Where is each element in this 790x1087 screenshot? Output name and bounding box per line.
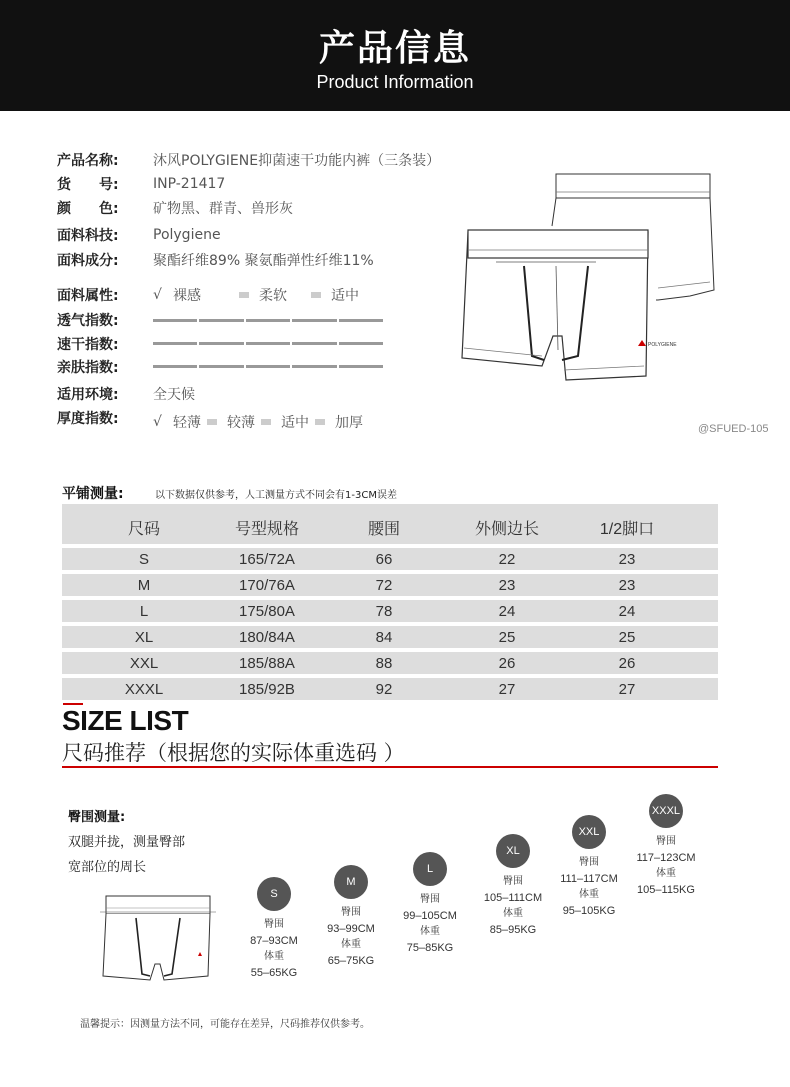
bar-segment <box>292 342 336 345</box>
table-cell: M <box>137 576 151 594</box>
hip-label: 臀围 <box>579 857 599 868</box>
unchecked-box-icon <box>239 292 249 298</box>
hip-label: 臀围 <box>420 894 440 905</box>
bar-segment <box>246 365 290 368</box>
table-cell: 88 <box>375 654 393 672</box>
sizelist-subtitle: 尺码推荐（根据您的实际体重选码 ） <box>62 741 405 765</box>
hip-label: 臀围 <box>264 919 284 930</box>
bar-segment <box>339 319 383 322</box>
table-cell: 24 <box>498 602 516 620</box>
hip-label: 臀围 <box>341 907 361 918</box>
info-row-sku <box>57 174 225 194</box>
bar-segment <box>153 365 197 368</box>
composition-label: 面料成分: <box>57 253 119 269</box>
table-row <box>62 678 718 700</box>
weight-label: 体重 <box>579 889 599 900</box>
table-cell: 185/88A <box>239 654 295 672</box>
table-cell: 175/80A <box>239 602 295 620</box>
bar-segment <box>292 319 336 322</box>
attr-option: 适中 <box>331 288 359 304</box>
bar-segment <box>246 319 290 322</box>
footer-note: 温馨提示：因测量方法不同，可能存在差异，尺码推荐仅供参考。 <box>80 1019 370 1030</box>
table-cell: 84 <box>375 628 393 646</box>
table-cell: 25 <box>618 628 636 646</box>
composition-value: 聚酯纤维89% 聚氨酯弹性纤维11% <box>153 253 374 269</box>
bar-segment <box>153 319 197 322</box>
size-recommend-xl <box>473 834 553 938</box>
table-header-cell: 号型规格 <box>234 520 299 538</box>
hip-desc-line2: 宽部位的周长 <box>68 860 147 875</box>
table-cell: 72 <box>375 576 393 594</box>
bar-segment <box>246 342 290 345</box>
table-row <box>62 574 718 596</box>
table-cell: 24 <box>618 602 636 620</box>
bar-segment <box>199 319 243 322</box>
name-label: 产品名称: <box>57 153 119 169</box>
hip-label: 臀围 <box>503 876 523 887</box>
size-badge: L <box>413 852 447 886</box>
table-header-cell: 1/2脚口 <box>599 520 655 538</box>
info-row-name <box>57 150 440 170</box>
attr-options <box>153 285 359 305</box>
hip-range: 93–99CM <box>327 923 375 935</box>
table-cell: XXXL <box>124 680 164 698</box>
table-cell: 170/76A <box>239 576 295 594</box>
info-row-thick <box>57 408 153 428</box>
thick-options <box>153 412 363 432</box>
info-row-breath <box>57 310 153 330</box>
size-recommend-m <box>311 865 391 969</box>
sizelist-title: SIZE LIST <box>62 705 189 736</box>
hip-label: 臀围 <box>656 836 676 847</box>
hip-range: 117–123CM <box>636 852 696 864</box>
size-recommend-s <box>234 877 314 981</box>
table-cell: L <box>139 602 149 620</box>
table-cell: XXL <box>129 654 159 672</box>
weight-label: 体重 <box>341 939 361 950</box>
table-cell: S <box>138 550 149 568</box>
hip-range: 99–105CM <box>403 910 457 922</box>
table-cell: 23 <box>498 576 516 594</box>
table-cell: 22 <box>498 550 516 568</box>
hip-range: 105–111CM <box>483 892 543 904</box>
unchecked-box-icon <box>311 292 321 298</box>
attr-option: 裸感 <box>173 288 201 304</box>
bar-segment <box>339 365 383 368</box>
size-badge: XXL <box>572 815 606 849</box>
underwear-illustration <box>458 170 728 390</box>
table-cell: 26 <box>498 654 516 672</box>
thick-label: 厚度指数: <box>57 411 119 427</box>
dry-label: 速干指数: <box>57 337 119 353</box>
weight-range: 75–85KG <box>406 942 454 954</box>
unchecked-box-icon <box>261 419 271 425</box>
table-header-cell: 腰围 <box>367 520 400 538</box>
table-row <box>62 652 718 674</box>
size-badge: XL <box>496 834 530 868</box>
table-cell: 78 <box>375 602 393 620</box>
table-header-cell: 外侧边长 <box>474 520 539 538</box>
table-cell: 185/92B <box>239 680 295 698</box>
skin-label: 亲肤指数: <box>57 360 119 376</box>
table-cell: 92 <box>375 680 393 698</box>
tech-value: Polygiene <box>153 227 221 243</box>
table-header <box>62 504 718 544</box>
info-row-composition <box>57 250 374 270</box>
header-banner <box>0 0 790 111</box>
weight-label: 体重 <box>420 926 440 937</box>
weight-range: 65–75KG <box>327 955 375 967</box>
measure-note: 以下数据仅供参考，人工测量方式不同会有1-3CM误差 <box>155 490 397 501</box>
page-subtitle: Product Information <box>316 72 474 92</box>
weight-range: 105–115KG <box>637 884 695 896</box>
size-recommend-xxxl <box>626 794 706 898</box>
breath-label: 透气指数: <box>57 313 119 329</box>
breath-bar <box>153 319 383 323</box>
table-cell: 23 <box>618 576 636 594</box>
table-cell: 180/84A <box>239 628 295 646</box>
tech-label: 面料科技: <box>57 228 119 244</box>
bar-segment <box>292 365 336 368</box>
table-cell: 23 <box>618 550 636 568</box>
measure-label: 平铺测量: <box>62 486 124 502</box>
bar-segment <box>339 342 383 345</box>
info-row-tech <box>57 225 221 245</box>
table-cell: XL <box>134 628 154 646</box>
weight-label: 体重 <box>503 908 523 919</box>
thick-option: 较薄 <box>227 415 255 431</box>
thick-option: 适中 <box>281 415 309 431</box>
sku-label: 货 号: <box>57 177 119 193</box>
divider <box>62 766 718 768</box>
info-row-skin <box>57 357 153 377</box>
attr-option: 柔软 <box>259 288 287 304</box>
table-row <box>62 548 718 570</box>
size-badge: XXXL <box>649 794 683 828</box>
info-row-color <box>57 198 293 218</box>
info-row-dry <box>57 334 153 354</box>
table-row <box>62 600 718 622</box>
table-cell: 26 <box>618 654 636 672</box>
underwear-small-illustration <box>100 894 216 984</box>
info-row-env <box>57 384 195 404</box>
size-badge: S <box>257 877 291 911</box>
hip-title: 臀围测量: <box>68 810 126 825</box>
env-label: 适用环境: <box>57 387 119 403</box>
thick-option: 加厚 <box>335 415 363 431</box>
hip-desc-line1: 双腿并拢，测量臀部 <box>68 835 186 850</box>
unchecked-box-icon <box>207 419 217 425</box>
size-table <box>62 504 718 700</box>
size-recommend-l <box>390 852 470 956</box>
weight-label: 体重 <box>264 951 284 962</box>
info-row-attr <box>57 285 153 305</box>
check-mark-icon: √ <box>153 414 162 430</box>
sku-value: INP-21417 <box>153 176 226 192</box>
weight-label: 体重 <box>656 868 676 879</box>
weight-range: 55–65KG <box>250 967 298 979</box>
size-recommend-xxl <box>549 815 629 919</box>
dry-bar <box>153 342 383 346</box>
brand-logo-text: POLYGIENE <box>648 342 677 348</box>
table-row <box>62 626 718 648</box>
weight-range: 85–95KG <box>489 924 537 936</box>
bar-segment <box>199 365 243 368</box>
table-cell: 165/72A <box>239 550 295 568</box>
bar-segment <box>153 342 197 345</box>
table-cell: 27 <box>618 680 636 698</box>
weight-range: 95–105KG <box>562 905 616 917</box>
color-label: 颜 色: <box>57 201 119 217</box>
table-cell: 25 <box>498 628 516 646</box>
attr-label: 面料属性: <box>57 288 119 304</box>
table-cell: 66 <box>375 550 393 568</box>
hip-range: 87–93CM <box>250 935 298 947</box>
table-cell: 27 <box>498 680 516 698</box>
watermark: @SFUED-105 <box>698 423 769 435</box>
env-value: 全天候 <box>153 387 195 403</box>
name-value: 沐风POLYGIENE抑菌速干功能内裤（三条装） <box>153 153 441 169</box>
size-badge: M <box>334 865 368 899</box>
color-value: 矿物黑、群青、兽形灰 <box>153 201 293 217</box>
check-mark-icon: √ <box>153 287 162 303</box>
unchecked-box-icon <box>315 419 325 425</box>
skin-bar <box>153 365 383 369</box>
bar-segment <box>199 342 243 345</box>
hip-range: 111–117CM <box>560 873 618 885</box>
page-title: 产品信息 <box>318 28 471 69</box>
table-header-cell: 尺码 <box>127 520 160 538</box>
thick-option: 轻薄 <box>173 415 201 431</box>
